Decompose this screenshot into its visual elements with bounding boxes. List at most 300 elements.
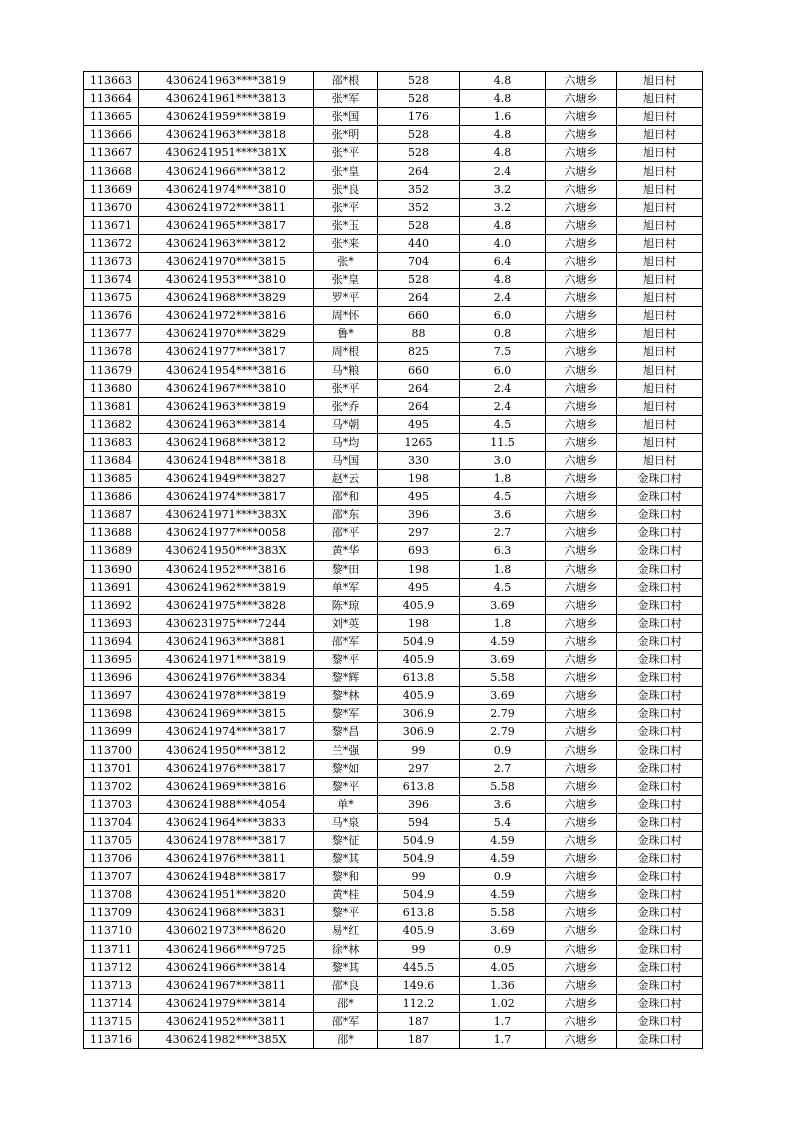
cell-seq: 113672 [84,234,139,252]
cell-seq: 113691 [84,578,139,596]
cell-id-number: 4306241953****3810 [139,271,314,289]
cell-seq: 113677 [84,325,139,343]
cell-seq: 113697 [84,687,139,705]
cell-name: 邵*军 [314,632,378,650]
table-row [84,307,703,325]
cell-seq: 113713 [84,976,139,994]
cell-name: 马*均 [314,433,378,451]
cell-id-number: 4306241976****3817 [139,759,314,777]
cell-id-number: 4306241970****3815 [139,252,314,270]
cell-area: 3.2 [460,198,546,216]
cell-name: 马*朝 [314,415,378,433]
cell-name: 马*国 [314,451,378,469]
cell-name: 黎*如 [314,759,378,777]
cell-area: 1.8 [460,560,546,578]
cell-id-number: 4306241975****3828 [139,596,314,614]
table-row [84,488,703,506]
cell-township: 六塘乡 [546,234,617,252]
cell-seq: 113667 [84,144,139,162]
cell-name: 单*军 [314,578,378,596]
cell-township: 六塘乡 [546,343,617,361]
cell-name: 黎*平 [314,777,378,795]
cell-seq: 113668 [84,162,139,180]
cell-amount: 528 [378,90,460,108]
cell-township: 六塘乡 [546,451,617,469]
cell-name: 黄*桂 [314,886,378,904]
cell-amount: 330 [378,451,460,469]
cell-village: 金珠口村 [617,1012,703,1030]
cell-amount: 198 [378,560,460,578]
cell-id-number: 4306241968****3829 [139,289,314,307]
cell-amount: 704 [378,252,460,270]
cell-name: 兰*强 [314,741,378,759]
cell-township: 六塘乡 [546,976,617,994]
cell-amount: 504.9 [378,850,460,868]
cell-township: 六塘乡 [546,958,617,976]
cell-area: 4.0 [460,234,546,252]
cell-amount: 264 [378,289,460,307]
cell-name: 黎*军 [314,705,378,723]
cell-seq: 113705 [84,831,139,849]
cell-amount: 297 [378,759,460,777]
cell-township: 六塘乡 [546,162,617,180]
table-row [84,234,703,252]
cell-village: 金珠口村 [617,669,703,687]
cell-amount: 693 [378,542,460,560]
cell-township: 六塘乡 [546,669,617,687]
cell-amount: 297 [378,524,460,542]
cell-area: 3.69 [460,651,546,669]
cell-name: 黎*田 [314,560,378,578]
table-row [84,596,703,614]
cell-seq: 113686 [84,488,139,506]
cell-township: 六塘乡 [546,144,617,162]
cell-amount: 187 [378,1012,460,1030]
cell-area: 1.36 [460,976,546,994]
cell-amount: 99 [378,868,460,886]
cell-seq: 113688 [84,524,139,542]
table-row [84,795,703,813]
cell-village: 旭日村 [617,180,703,198]
cell-area: 4.8 [460,90,546,108]
cell-id-number: 4306241968****3812 [139,433,314,451]
cell-village: 金珠口村 [617,578,703,596]
cell-township: 六塘乡 [546,379,617,397]
cell-township: 六塘乡 [546,850,617,868]
cell-name: 马*粮 [314,361,378,379]
table-row [84,271,703,289]
data-table [83,71,703,1049]
cell-village: 金珠口村 [617,470,703,488]
cell-village: 旭日村 [617,162,703,180]
table-row [84,289,703,307]
cell-seq: 113687 [84,506,139,524]
table-row [84,144,703,162]
table-row [84,108,703,126]
cell-name: 邵*根 [314,72,378,90]
cell-id-number: 4306241966****9725 [139,940,314,958]
cell-id-number: 4306241951****3820 [139,886,314,904]
cell-id-number: 4306021973****8620 [139,922,314,940]
cell-area: 4.05 [460,958,546,976]
cell-amount: 504.9 [378,831,460,849]
cell-amount: 504.9 [378,886,460,904]
cell-id-number: 4306241971****3819 [139,651,314,669]
cell-township: 六塘乡 [546,1030,617,1048]
cell-amount: 306.9 [378,723,460,741]
cell-area: 3.6 [460,795,546,813]
cell-township: 六塘乡 [546,614,617,632]
table-row [84,705,703,723]
cell-village: 旭日村 [617,271,703,289]
cell-amount: 660 [378,307,460,325]
table-row [84,578,703,596]
cell-id-number: 4306241948****3817 [139,868,314,886]
cell-area: 2.7 [460,524,546,542]
cell-township: 六塘乡 [546,940,617,958]
cell-amount: 825 [378,343,460,361]
table-row [84,126,703,144]
cell-township: 六塘乡 [546,922,617,940]
table-row [84,198,703,216]
cell-area: 2.7 [460,759,546,777]
cell-id-number: 4306241952****3816 [139,560,314,578]
cell-amount: 528 [378,144,460,162]
cell-id-number: 4306241969****3815 [139,705,314,723]
cell-name: 邵* [314,1030,378,1048]
cell-area: 2.79 [460,723,546,741]
cell-id-number: 4306241951****381X [139,144,314,162]
cell-village: 金珠口村 [617,958,703,976]
cell-area: 4.59 [460,886,546,904]
cell-village: 旭日村 [617,397,703,415]
cell-amount: 495 [378,415,460,433]
cell-township: 六塘乡 [546,108,617,126]
cell-id-number: 4306241972****3816 [139,307,314,325]
cell-amount: 445.5 [378,958,460,976]
cell-village: 旭日村 [617,307,703,325]
cell-area: 1.8 [460,614,546,632]
cell-area: 2.4 [460,162,546,180]
cell-seq: 113666 [84,126,139,144]
cell-area: 7.5 [460,343,546,361]
cell-id-number: 4306241972****3811 [139,198,314,216]
cell-village: 金珠口村 [617,560,703,578]
cell-amount: 594 [378,813,460,831]
cell-name: 周*怀 [314,307,378,325]
cell-seq: 113674 [84,271,139,289]
cell-area: 1.02 [460,994,546,1012]
cell-area: 1.8 [460,470,546,488]
cell-township: 六塘乡 [546,705,617,723]
cell-seq: 113683 [84,433,139,451]
cell-village: 金珠口村 [617,922,703,940]
cell-name: 黎*林 [314,687,378,705]
cell-name: 张*平 [314,198,378,216]
cell-township: 六塘乡 [546,216,617,234]
cell-area: 2.4 [460,397,546,415]
cell-township: 六塘乡 [546,325,617,343]
cell-village: 金珠口村 [617,994,703,1012]
cell-village: 旭日村 [617,216,703,234]
cell-township: 六塘乡 [546,361,617,379]
cell-township: 六塘乡 [546,415,617,433]
cell-township: 六塘乡 [546,542,617,560]
cell-id-number: 4306241976****3834 [139,669,314,687]
table-row [84,343,703,361]
cell-id-number: 4306241968****3831 [139,904,314,922]
cell-id-number: 4306241963****3881 [139,632,314,650]
cell-name: 易*红 [314,922,378,940]
table-row [84,813,703,831]
cell-village: 金珠口村 [617,723,703,741]
cell-township: 六塘乡 [546,651,617,669]
cell-township: 六塘乡 [546,741,617,759]
table-row [84,180,703,198]
cell-name: 单* [314,795,378,813]
cell-township: 六塘乡 [546,180,617,198]
table-row [84,904,703,922]
cell-area: 1.7 [460,1012,546,1030]
cell-seq: 113712 [84,958,139,976]
cell-name: 张*明 [314,126,378,144]
cell-seq: 113706 [84,850,139,868]
cell-seq: 113665 [84,108,139,126]
cell-seq: 113695 [84,651,139,669]
cell-township: 六塘乡 [546,252,617,270]
cell-id-number: 4306241988****4054 [139,795,314,813]
cell-area: 5.4 [460,813,546,831]
table-row [84,850,703,868]
cell-name: 鲁* [314,325,378,343]
cell-amount: 405.9 [378,596,460,614]
cell-id-number: 4306241978****3817 [139,831,314,849]
cell-amount: 176 [378,108,460,126]
table-row [84,687,703,705]
cell-name: 张*乔 [314,397,378,415]
cell-township: 六塘乡 [546,777,617,795]
cell-area: 6.3 [460,542,546,560]
cell-name: 黄*华 [314,542,378,560]
cell-township: 六塘乡 [546,271,617,289]
cell-township: 六塘乡 [546,596,617,614]
cell-name: 陈*琼 [314,596,378,614]
cell-seq: 113671 [84,216,139,234]
cell-area: 2.4 [460,289,546,307]
cell-seq: 113670 [84,198,139,216]
table-row [84,524,703,542]
cell-amount: 198 [378,614,460,632]
cell-seq: 113676 [84,307,139,325]
cell-area: 1.6 [460,108,546,126]
cell-area: 4.5 [460,488,546,506]
cell-amount: 1265 [378,433,460,451]
cell-area: 3.69 [460,922,546,940]
cell-name: 刘*英 [314,614,378,632]
cell-village: 旭日村 [617,451,703,469]
cell-village: 金珠口村 [617,777,703,795]
table-row [84,379,703,397]
cell-amount: 613.8 [378,777,460,795]
cell-seq: 113711 [84,940,139,958]
table-row [84,433,703,451]
cell-township: 六塘乡 [546,524,617,542]
cell-name: 张*国 [314,108,378,126]
cell-id-number: 4306241974****3817 [139,723,314,741]
cell-township: 六塘乡 [546,126,617,144]
cell-name: 张*玉 [314,216,378,234]
cell-seq: 113709 [84,904,139,922]
cell-township: 六塘乡 [546,560,617,578]
table-row [84,506,703,524]
cell-area: 4.8 [460,126,546,144]
table-row [84,162,703,180]
cell-id-number: 4306241966****3814 [139,958,314,976]
cell-amount: 264 [378,379,460,397]
cell-id-number: 4306241974****3810 [139,180,314,198]
cell-amount: 405.9 [378,687,460,705]
cell-seq: 113710 [84,922,139,940]
cell-seq: 113692 [84,596,139,614]
cell-seq: 113663 [84,72,139,90]
cell-township: 六塘乡 [546,831,617,849]
cell-village: 旭日村 [617,343,703,361]
cell-village: 金珠口村 [617,976,703,994]
cell-amount: 495 [378,488,460,506]
cell-township: 六塘乡 [546,868,617,886]
cell-seq: 113681 [84,397,139,415]
cell-name: 邵*平 [314,524,378,542]
cell-township: 六塘乡 [546,578,617,596]
table-row [84,723,703,741]
cell-township: 六塘乡 [546,723,617,741]
cell-id-number: 4306241978****3819 [139,687,314,705]
cell-name: 邵* [314,994,378,1012]
cell-id-number: 4306241950****383X [139,542,314,560]
cell-area: 4.8 [460,216,546,234]
cell-village: 旭日村 [617,361,703,379]
cell-village: 金珠口村 [617,1030,703,1048]
cell-name: 张*良 [314,180,378,198]
cell-id-number: 4306241949****3827 [139,470,314,488]
cell-name: 张*来 [314,234,378,252]
cell-name: 黎*其 [314,958,378,976]
cell-name: 黎*平 [314,904,378,922]
cell-village: 金珠口村 [617,741,703,759]
cell-area: 4.8 [460,271,546,289]
cell-name: 马*泉 [314,813,378,831]
table-row [84,1012,703,1030]
cell-township: 六塘乡 [546,397,617,415]
cell-area: 6.4 [460,252,546,270]
cell-seq: 113690 [84,560,139,578]
table-row [84,886,703,904]
table-row [84,922,703,940]
cell-name: 邵*和 [314,488,378,506]
cell-amount: 660 [378,361,460,379]
cell-village: 旭日村 [617,126,703,144]
cell-township: 六塘乡 [546,632,617,650]
cell-township: 六塘乡 [546,506,617,524]
cell-village: 金珠口村 [617,687,703,705]
cell-name: 黎*平 [314,651,378,669]
cell-id-number: 4306241965****3817 [139,216,314,234]
cell-id-number: 4306241966****3812 [139,162,314,180]
cell-township: 六塘乡 [546,90,617,108]
table-row [84,994,703,1012]
table-row [84,361,703,379]
cell-area: 0.9 [460,741,546,759]
cell-area: 0.9 [460,868,546,886]
cell-seq: 113680 [84,379,139,397]
cell-amount: 528 [378,216,460,234]
cell-name: 邵*军 [314,1012,378,1030]
cell-id-number: 4306241959****3819 [139,108,314,126]
cell-area: 3.6 [460,506,546,524]
cell-township: 六塘乡 [546,759,617,777]
cell-id-number: 4306241963****3819 [139,397,314,415]
cell-name: 张*平 [314,379,378,397]
cell-village: 旭日村 [617,433,703,451]
cell-amount: 352 [378,180,460,198]
cell-area: 4.8 [460,144,546,162]
cell-seq: 113704 [84,813,139,831]
cell-village: 金珠口村 [617,904,703,922]
cell-village: 金珠口村 [617,795,703,813]
cell-seq: 113664 [84,90,139,108]
cell-amount: 405.9 [378,922,460,940]
cell-amount: 405.9 [378,651,460,669]
cell-amount: 613.8 [378,669,460,687]
cell-id-number: 4306241977****0058 [139,524,314,542]
cell-amount: 613.8 [378,904,460,922]
cell-seq: 113700 [84,741,139,759]
table-row [84,397,703,415]
cell-area: 5.58 [460,669,546,687]
cell-amount: 396 [378,506,460,524]
table-row [84,542,703,560]
cell-area: 6.0 [460,361,546,379]
cell-township: 六塘乡 [546,307,617,325]
cell-village: 旭日村 [617,90,703,108]
cell-id-number: 4306241971****383X [139,506,314,524]
cell-village: 金珠口村 [617,813,703,831]
cell-id-number: 4306241961****3813 [139,90,314,108]
table-row [84,470,703,488]
cell-id-number: 4306241970****3829 [139,325,314,343]
cell-id-number: 4306241952****3811 [139,1012,314,1030]
cell-area: 4.59 [460,831,546,849]
table-row [84,976,703,994]
cell-seq: 113673 [84,252,139,270]
table-row [84,741,703,759]
cell-village: 旭日村 [617,289,703,307]
cell-amount: 440 [378,234,460,252]
cell-id-number: 4306241963****3819 [139,72,314,90]
cell-amount: 528 [378,126,460,144]
cell-township: 六塘乡 [546,289,617,307]
cell-name: 张*军 [314,90,378,108]
cell-seq: 113715 [84,1012,139,1030]
cell-seq: 113678 [84,343,139,361]
table-row [84,831,703,849]
cell-name: 黎*和 [314,868,378,886]
cell-area: 4.59 [460,632,546,650]
cell-village: 金珠口村 [617,850,703,868]
cell-village: 金珠口村 [617,759,703,777]
cell-area: 1.7 [460,1030,546,1048]
cell-id-number: 4306241967****3811 [139,976,314,994]
